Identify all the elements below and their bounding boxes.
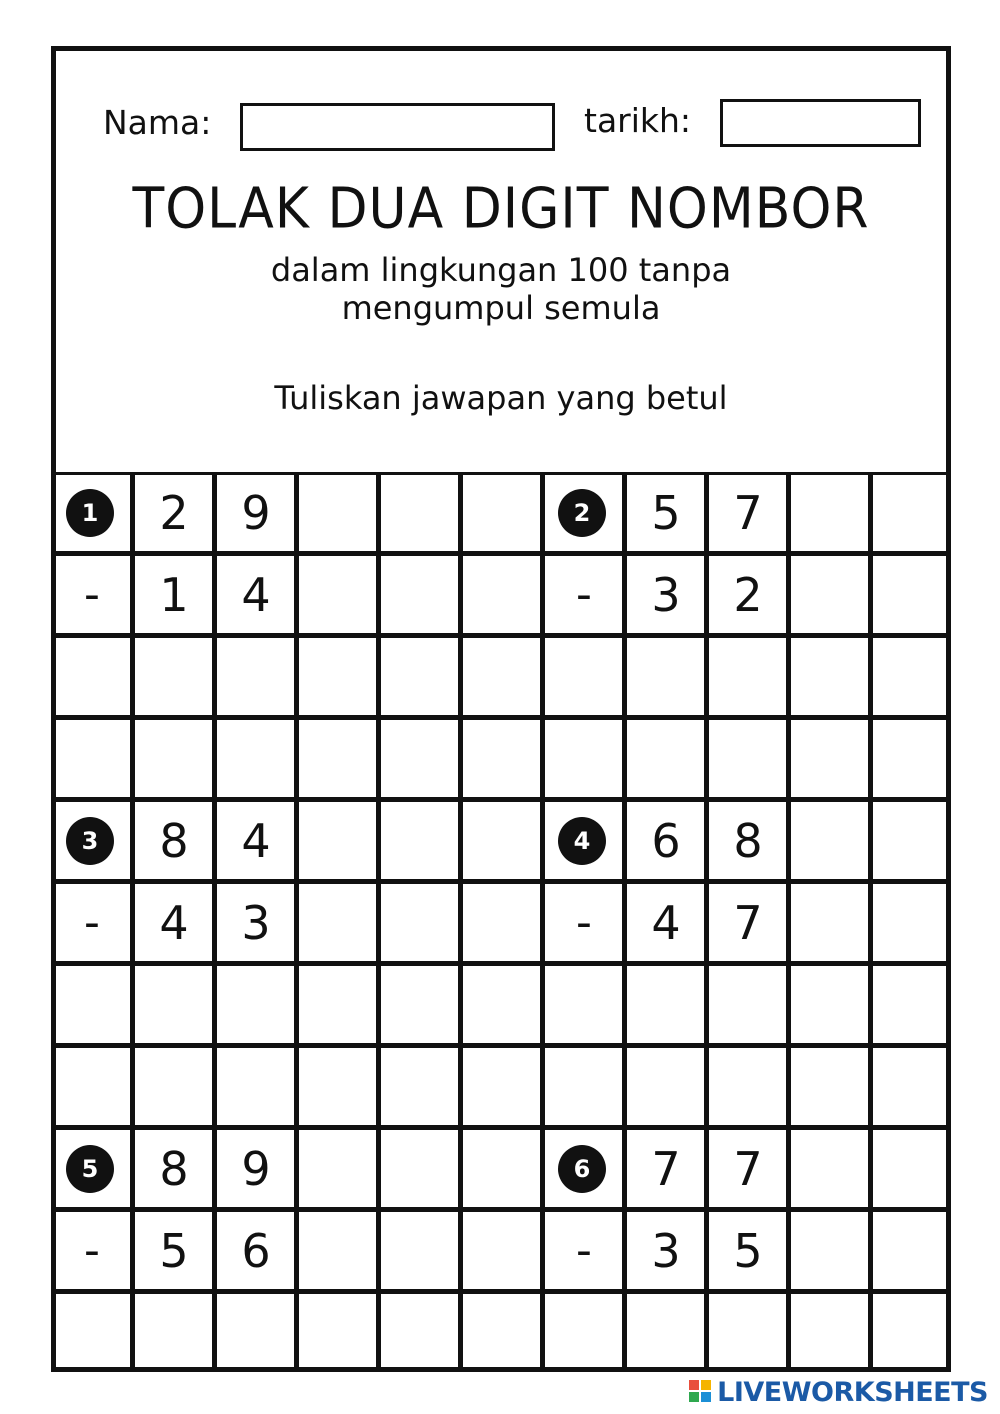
grid-cell[interactable] <box>706 717 790 801</box>
grid-cell <box>378 1127 462 1211</box>
minuend-digit: 8 <box>733 814 763 868</box>
grid-cell <box>870 1045 952 1129</box>
subtrahend-digit: 3 <box>241 896 271 950</box>
grid-cell <box>788 1209 872 1293</box>
grid-cell <box>296 553 380 637</box>
grid-cell[interactable] <box>214 635 298 719</box>
grid-cell[interactable] <box>132 717 216 801</box>
minuend-digit: 2 <box>159 486 189 540</box>
grid-cell <box>870 553 952 637</box>
grid-cell <box>296 717 380 801</box>
grid-cell <box>51 1291 133 1373</box>
grid-cell <box>51 1045 133 1129</box>
grid-cell <box>542 1045 626 1129</box>
grid-cell[interactable] <box>214 963 298 1047</box>
grid-cell[interactable] <box>624 717 708 801</box>
grid-cell <box>378 1209 462 1293</box>
grid-cell <box>51 963 133 1047</box>
date-label: tarikh: <box>584 101 692 140</box>
grid-cell <box>460 1291 544 1373</box>
problem-number-badge: 2 <box>558 489 606 537</box>
grid-cell <box>542 635 626 719</box>
grid-cell <box>460 799 544 883</box>
subtrahend-digit: 7 <box>733 896 763 950</box>
grid-cell <box>378 717 462 801</box>
minuend-digit: 7 <box>733 486 763 540</box>
grid-cell <box>870 1209 952 1293</box>
minuend-digit: 6 <box>651 814 681 868</box>
minuend-digit: 8 <box>159 1142 189 1196</box>
grid-cell[interactable] <box>214 717 298 801</box>
grid-cell <box>460 472 544 554</box>
minus-sign: - <box>576 569 592 620</box>
grid-cell <box>460 881 544 965</box>
grid-cell <box>870 717 952 801</box>
grid-cell <box>51 717 133 801</box>
grid-cell <box>378 553 462 637</box>
grid-cell <box>460 1127 544 1211</box>
subtrahend-digit: 3 <box>651 1224 681 1278</box>
minuend-digit: 7 <box>651 1142 681 1196</box>
grid-cell <box>870 963 952 1047</box>
minus-sign: - <box>84 897 100 948</box>
minuend-digit: 8 <box>159 814 189 868</box>
grid-cell <box>870 1291 952 1373</box>
liveworksheets-logo <box>689 1374 988 1410</box>
grid-cell[interactable] <box>624 1045 708 1129</box>
grid-cell <box>870 635 952 719</box>
grid-cell[interactable] <box>624 963 708 1047</box>
grid-cell <box>788 881 872 965</box>
minus-sign: - <box>84 569 100 620</box>
grid-cell[interactable] <box>706 1291 790 1373</box>
problem-number-badge: 4 <box>558 817 606 865</box>
grid-cell <box>460 1045 544 1129</box>
grid-cell <box>460 1209 544 1293</box>
minus-sign: - <box>576 1225 592 1276</box>
subtrahend-digit: 1 <box>159 568 189 622</box>
logo-text: LIVEWORKSHEETS <box>717 1376 988 1408</box>
grid-cell <box>788 963 872 1047</box>
grid-cell <box>378 881 462 965</box>
minuend-digit: 9 <box>241 486 271 540</box>
grid-cell <box>788 1045 872 1129</box>
name-field[interactable] <box>240 103 555 151</box>
grid-cell <box>460 553 544 637</box>
grid-cell <box>296 1127 380 1211</box>
grid-cell[interactable] <box>624 635 708 719</box>
page-title: TOLAK DUA DIGIT NOMBOR <box>132 176 870 242</box>
subtrahend-digit: 4 <box>159 896 189 950</box>
grid-cell <box>788 799 872 883</box>
grid-cell[interactable] <box>132 1045 216 1129</box>
subtrahend-digit: 2 <box>733 568 763 622</box>
grid-cell <box>51 635 133 719</box>
grid-cell <box>870 472 952 554</box>
grid-cell <box>460 963 544 1047</box>
grid-cell <box>296 963 380 1047</box>
grid-cell <box>378 635 462 719</box>
grid-cell[interactable] <box>706 635 790 719</box>
problem-number-badge: 6 <box>558 1145 606 1193</box>
answer-grid <box>51 472 951 1372</box>
grid-cell <box>870 881 952 965</box>
subtrahend-digit: 4 <box>241 568 271 622</box>
grid-cell <box>788 1127 872 1211</box>
grid-cell <box>378 799 462 883</box>
grid-cell <box>542 963 626 1047</box>
minuend-digit: 7 <box>733 1142 763 1196</box>
minuend-digit: 5 <box>651 486 681 540</box>
liveworksheets-logo-icon <box>689 1380 713 1404</box>
grid-cell <box>296 881 380 965</box>
grid-cell <box>296 799 380 883</box>
grid-cell <box>296 635 380 719</box>
grid-cell <box>378 1291 462 1373</box>
grid-cell[interactable] <box>706 1045 790 1129</box>
grid-cell[interactable] <box>132 963 216 1047</box>
grid-cell <box>296 1209 380 1293</box>
grid-cell[interactable] <box>132 1291 216 1373</box>
problem-number-badge: 5 <box>66 1145 114 1193</box>
minus-sign: - <box>84 1225 100 1276</box>
grid-cell <box>788 635 872 719</box>
subtitle-line-2: mengumpul semula <box>341 289 661 327</box>
subtitle-line-1: dalam lingkungan 100 tanpa <box>270 251 732 289</box>
name-label: Nama: <box>103 103 212 142</box>
subtrahend-digit: 4 <box>651 896 681 950</box>
grid-cell <box>788 1291 872 1373</box>
grid-cell[interactable] <box>706 963 790 1047</box>
problem-number-badge: 3 <box>66 817 114 865</box>
grid-cell <box>542 717 626 801</box>
grid-cell <box>788 472 872 554</box>
minus-sign: - <box>576 897 592 948</box>
grid-cell <box>542 1291 626 1373</box>
grid-cell[interactable] <box>624 1291 708 1373</box>
grid-cell <box>296 472 380 554</box>
grid-cell <box>378 1045 462 1129</box>
grid-cell <box>460 635 544 719</box>
grid-cell <box>460 717 544 801</box>
instruction-text: Tuliskan jawapan yang betul <box>274 379 728 417</box>
problem-number-badge: 1 <box>66 489 114 537</box>
subtrahend-digit: 6 <box>241 1224 271 1278</box>
date-field[interactable] <box>720 99 921 147</box>
grid-cell <box>296 1291 380 1373</box>
grid-cell <box>296 1045 380 1129</box>
subtrahend-digit: 5 <box>733 1224 763 1278</box>
minuend-digit: 4 <box>241 814 271 868</box>
grid-cell <box>870 1127 952 1211</box>
grid-cell <box>378 472 462 554</box>
minuend-digit: 9 <box>241 1142 271 1196</box>
grid-cell[interactable] <box>132 635 216 719</box>
grid-cell <box>788 553 872 637</box>
grid-cell[interactable] <box>214 1045 298 1129</box>
subtrahend-digit: 3 <box>651 568 681 622</box>
grid-cell[interactable] <box>214 1291 298 1373</box>
grid-cell <box>788 717 872 801</box>
grid-cell <box>378 963 462 1047</box>
subtrahend-digit: 5 <box>159 1224 189 1278</box>
grid-cell <box>870 799 952 883</box>
